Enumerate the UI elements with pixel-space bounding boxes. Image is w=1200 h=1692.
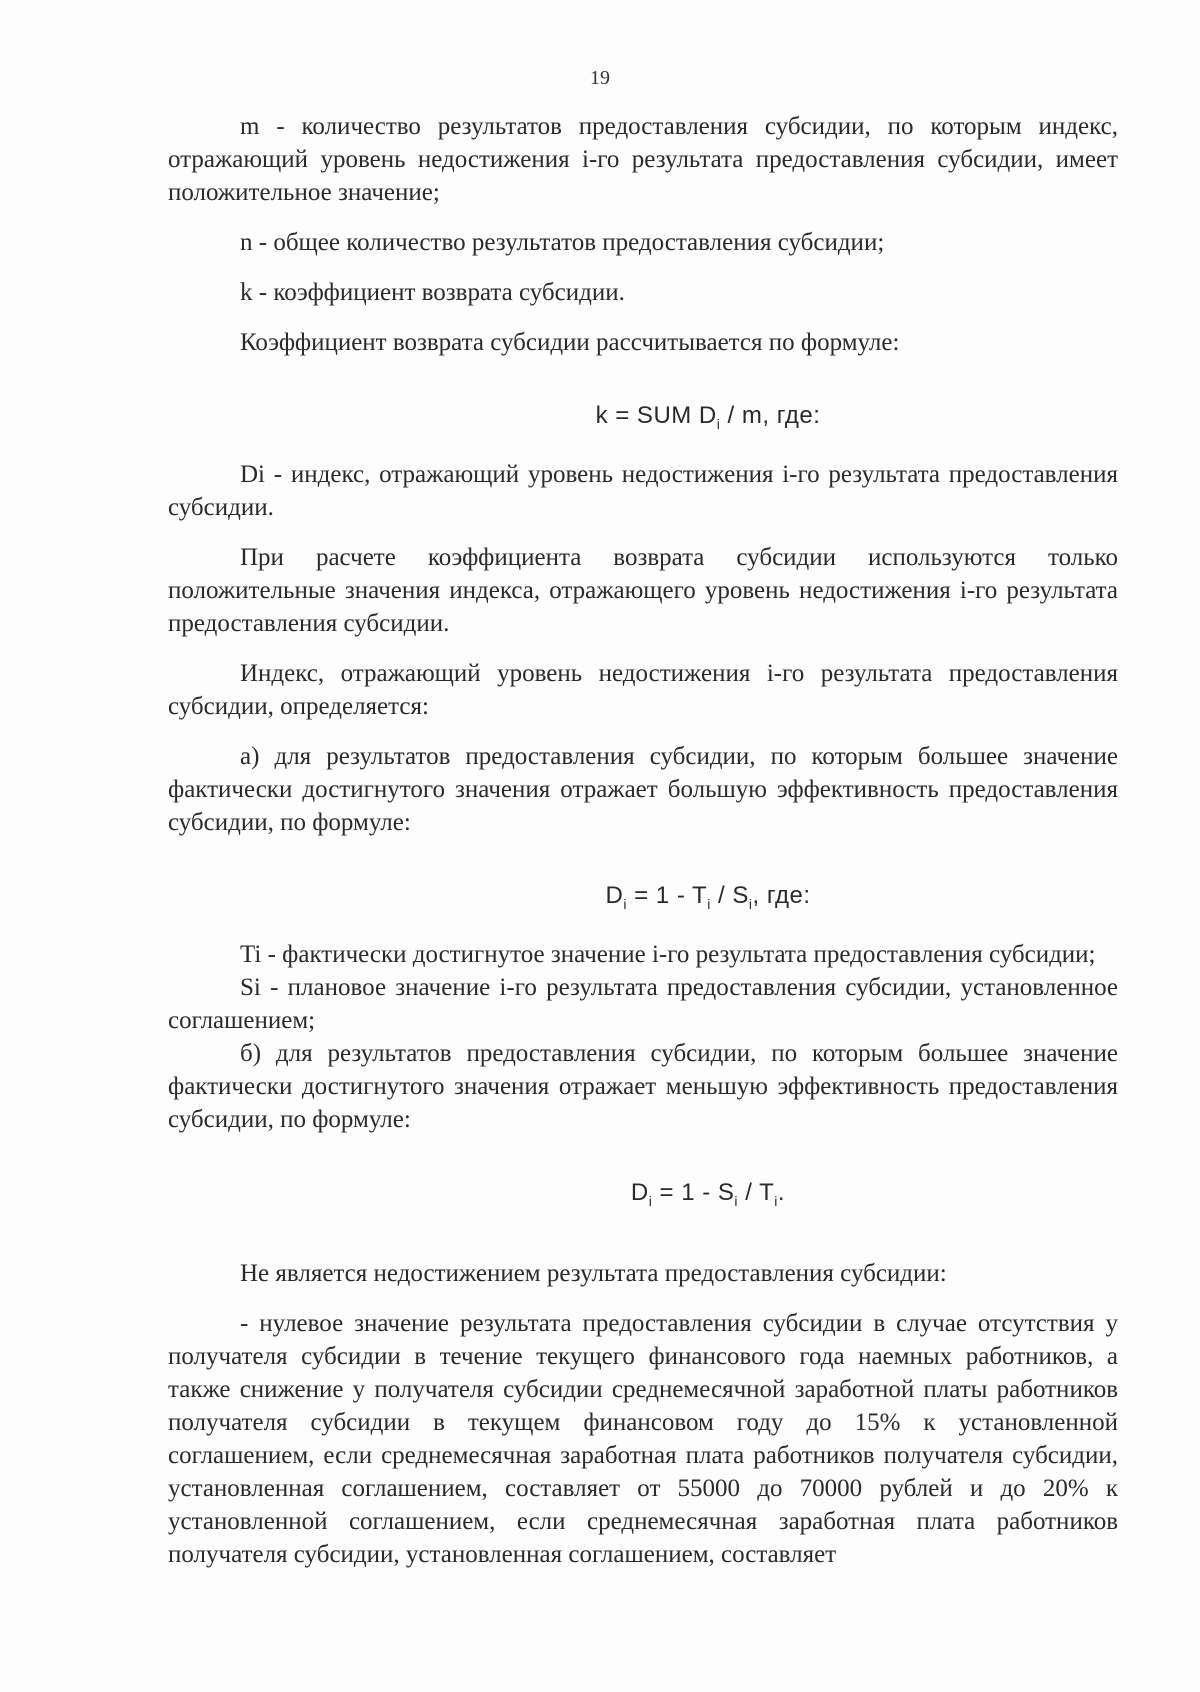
formula-k-sub: i bbox=[716, 415, 721, 432]
paragraph-k-formula-intro: Коэффициент возврата субсидии рассчитывается по формуле: bbox=[240, 329, 900, 356]
formula-a-d: D bbox=[605, 881, 624, 909]
formula-b-mid: = 1 - S bbox=[652, 1178, 735, 1206]
paragraph-m-definition: m - количество результатов предоставления субсидии, по которым индекс, отражающий уровень недостижения i-го результата предоставления субсидии, имеет положительное значение; bbox=[168, 113, 1118, 206]
paragraph-not-failure: Не является недостижением результата предоставления субсидии: bbox=[240, 1260, 947, 1288]
formula-b-d: D bbox=[630, 1178, 649, 1206]
paragraph-k-definition: k - коэффициент возврата субсидии. bbox=[240, 279, 625, 306]
paragraph-case-b: б) для результатов предоставления субсидии, по которым большее значение фактически достигнутого значения отражает меньшую эффективность предоставления субсидии, по формуле: bbox=[168, 1039, 1118, 1133]
formula-b bbox=[168, 1176, 1118, 1218]
paragraph-positive-values: При расчете коэффициента возврата субсидии используются только положительные значения индекса, отражающего уровень недостижения i-го результата предоставления субсидии. bbox=[168, 543, 1118, 637]
paragraph-di-definition: Di - индекс, отражающий уровень недостижения i-го результата предоставления субсидии. bbox=[168, 460, 1118, 521]
formula-a-slash: / S bbox=[710, 881, 749, 909]
paragraph-ti-definition: Ti - фактически достигнутое значение i-го результата предоставления субсидии; bbox=[240, 940, 1096, 968]
paragraph-n-definition: n - общее количество результатов предоставления субсидии; bbox=[240, 229, 885, 256]
page-number: 19 bbox=[590, 67, 610, 89]
document-body bbox=[168, 110, 1118, 1571]
formula-a-t-sub: i bbox=[707, 895, 711, 912]
paragraph-case-a: а) для результатов предоставления субсидии, по которым большее значение фактически достигнутого значения отражает большую эффективность предоставления субсидии, по формуле: bbox=[168, 742, 1118, 836]
formula-a bbox=[168, 879, 1118, 921]
paragraph-zero-value: - нулевое значение результата предоставления субсидии в случае отсутствия у получателя субсидии в течение текущего финансового года наемных работников, а также снижение у получателя субсидии среднемесячной заработной платы работников получателя субсидии в текущем финансовом году до 15% к установленной соглашением, если среднемесячная заработная плата работников получателя субсидии, установленная соглашением, составляет от 55000 до 70000 рублей и до 20% к установленной соглашением, если среднемесячная заработная плата работников получателя субсидии, установленная соглашением, составляет bbox=[168, 1310, 1118, 1569]
formula-a-d-sub: i bbox=[623, 895, 627, 912]
paragraph-index-definition: Индекс, отражающий уровень недостижения i-го результата предоставления субсидии, определяется: bbox=[168, 659, 1118, 720]
formula-b-t-sub: i bbox=[774, 1192, 778, 1209]
paragraph-si-definition: Si - плановое значение i-го результата предоставления субсидии, установленное соглашением; bbox=[168, 973, 1118, 1034]
formula-b-d-sub: i bbox=[648, 1192, 653, 1209]
formula-a-end: , где: bbox=[752, 881, 811, 909]
formula-a-s-sub: i bbox=[748, 895, 753, 912]
formula-k bbox=[168, 399, 1118, 441]
formula-b-slash: / T bbox=[738, 1178, 775, 1206]
formula-k-prefix: k = SUM D bbox=[595, 402, 717, 429]
formula-b-s-sub: i bbox=[734, 1192, 739, 1209]
formula-a-mid: = 1 - T bbox=[626, 881, 708, 909]
formula-b-end: . bbox=[777, 1178, 786, 1206]
formula-k-suffix: / m, где: bbox=[720, 402, 821, 429]
